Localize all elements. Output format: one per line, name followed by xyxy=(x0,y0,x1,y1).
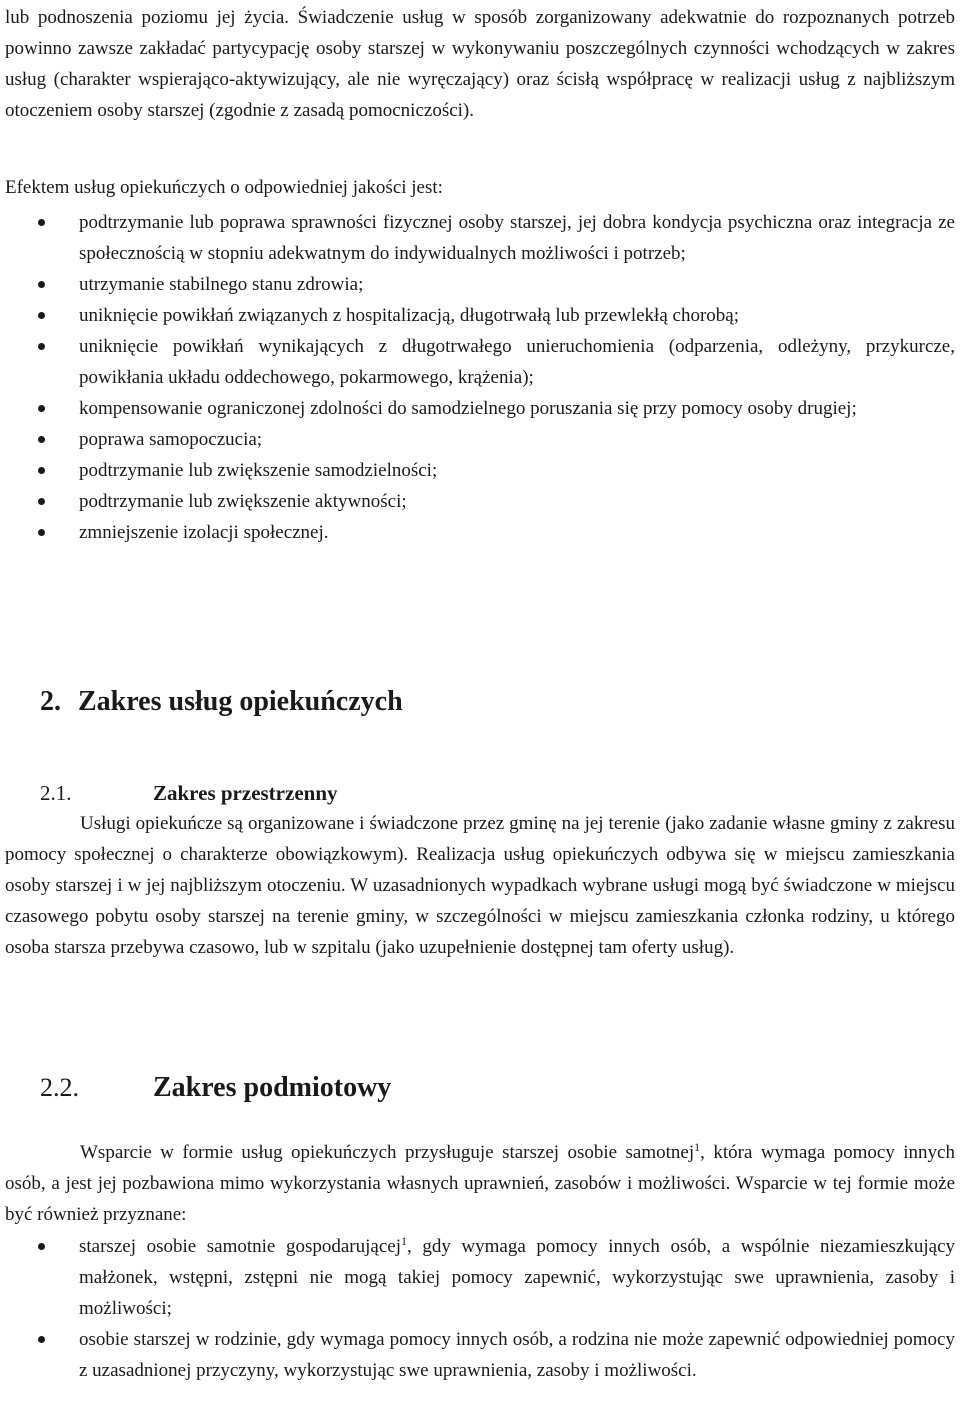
section-2-1-paragraph: Usługi opiekuńcze są organizowane i świadczone przez gminę na jej terenie (jako zadanie własne gminy z zakresu pomocy społecznej o charakterze obowiązkowym). Realizacja usług opiekuńczych odbywa się w miejscu zamieszkania osoby starszej i w jej najbliższym otoczeniu. W uzasadnionych wypadkach wybrane usługi mogą być świadczone w miejscu czasowego pobytu osoby starszej na terenie gminy, w szczególności w miejscu zamieszkania członka rodziny, u którego osoba starsza przebywa czasowo, lub w szpitalu (jako uzupełnienie dostępnej tam oferty usług). xyxy=(5,813,955,958)
section-2-2-heading xyxy=(40,1070,391,1106)
bullet-icon xyxy=(38,405,45,412)
intro-paragraph: lub podnoszenia poziomu jej życia. Świadczenie usług w sposób zorganizowany adekwatnie do rozpoznanych potrzeb powinno zawsze zakładać partycypację osoby starszej w wykonywaniu poszczególnych czynności wchodzących w zakres usług (charakter wspierająco-aktywizujący, ale nie wyręczający) oraz ścisłą współpracę w realizacji usług z najbliższym otoczeniem osoby starszej (zgodnie z zasadą pomocniczości). xyxy=(5,7,955,121)
bullet-icon xyxy=(38,436,45,443)
section-2-1-heading xyxy=(40,778,338,808)
section-2-2-paragraph xyxy=(5,1137,955,1230)
list-item-text: uniknięcie powikłań wynikających z długotrwałego unieruchomienia (odparzenia, odleżyny, przykurcze, powikłania układu oddechowego, pokarmowego, krążenia); xyxy=(79,336,955,388)
bullet-icon xyxy=(38,498,45,505)
list-item xyxy=(0,486,958,517)
list-item-text: uniknięcie powikłań związanych z hospitalizacją, długotrwałą lub przewlekłą chorobą; xyxy=(79,305,739,326)
list-item-text: starszej osobie samotnie gospodarującej xyxy=(79,1236,401,1257)
list-item-text: osobie starszej w rodzinie, gdy wymaga pomocy innych osób, a rodzina nie może zapewnić odpowiedniej pomocy z uzasadnionej przyczyny, wykorzystując swe uprawnienia, zasoby i możliwości. xyxy=(79,1329,955,1381)
list-item-text: poprawa samopoczucia; xyxy=(79,429,263,450)
list-item xyxy=(0,517,958,548)
paragraph-text: Wsparcie w formie usług opiekuńczych przysługuje starszej osobie samotnej xyxy=(80,1142,695,1163)
list-item xyxy=(0,331,958,393)
bullet-icon xyxy=(38,1243,45,1250)
eligibility-list xyxy=(0,1231,958,1386)
list-item-text: kompensowanie ograniczonej zdolności do samodzielnego poruszania się przy pomocy osoby drugiej; xyxy=(79,398,857,419)
list-item-text: podtrzymanie lub zwiększenie aktywności; xyxy=(79,491,407,512)
list-item xyxy=(0,455,958,486)
bullet-icon xyxy=(38,281,45,288)
section-number: 2.1. xyxy=(40,781,72,805)
bullet-icon xyxy=(38,343,45,350)
list-item-text: podtrzymanie lub poprawa sprawności fizycznej osoby starszej, jej dobra kondycja psychiczna oraz integracja ze społecznością w stopniu adekwatnym do indywidualnych możliwości i potrzeb; xyxy=(79,212,955,264)
effects-lead: Efektem usług opiekuńczych o odpowiedniej jakości jest: xyxy=(5,177,443,198)
list-item xyxy=(0,424,958,455)
bullet-icon xyxy=(38,312,45,319)
list-item xyxy=(0,300,958,331)
footnote-marker[interactable]: 1 xyxy=(400,1234,407,1248)
bullet-icon xyxy=(38,1336,45,1343)
section-title: Zakres przestrzenny xyxy=(153,781,338,805)
list-item xyxy=(0,393,958,424)
paragraph-text: , która wymaga pomocy innych osób, a jest jej pozbawiona mimo wykorzystania własnych uprawnień, zasobów i możliwości. Wsparcie w tej formie może być również przyznane: xyxy=(5,1142,955,1225)
bullet-icon xyxy=(38,529,45,536)
section-number: 2.2. xyxy=(40,1073,79,1102)
section-2-heading xyxy=(40,684,403,720)
section-title: Zakres usług opiekuńczych xyxy=(78,686,403,717)
list-item-text: zmniejszenie izolacji społecznej. xyxy=(79,522,329,543)
section-number: 2. xyxy=(40,686,61,717)
effects-list xyxy=(0,207,958,548)
list-item xyxy=(0,1231,958,1324)
section-title: Zakres podmiotowy xyxy=(153,1072,392,1103)
list-item-text: , gdy wymaga pomocy innych osób, a wspólnie niezamieszkujący małżonek, wstępni, zstępni nie mogą takiej pomocy zapewnić, wykorzystując swe uprawnienia, zasoby i możliwości; xyxy=(79,1236,956,1319)
bullet-icon xyxy=(38,219,45,226)
bullet-icon xyxy=(38,467,45,474)
list-item-text: utrzymanie stabilnego stanu zdrowia; xyxy=(79,274,364,295)
list-item xyxy=(0,1324,958,1386)
footnote-marker[interactable]: 1 xyxy=(694,1140,701,1154)
list-item xyxy=(0,269,958,300)
list-item-text: podtrzymanie lub zwiększenie samodzielności; xyxy=(79,460,438,481)
list-item xyxy=(0,207,958,269)
